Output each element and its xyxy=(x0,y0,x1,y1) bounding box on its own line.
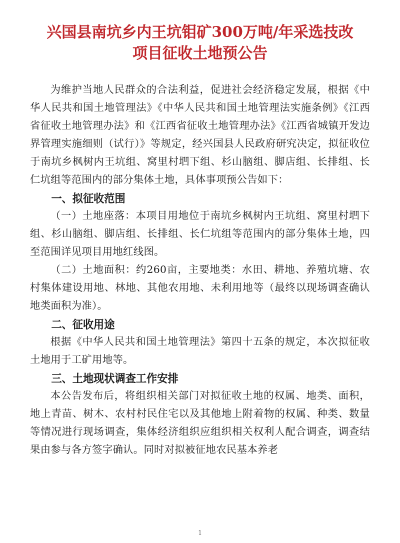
document-title xyxy=(30,22,370,64)
section-1-paragraph-area: （二）土地面积：约260亩，主要地类：水田、耕地、养殖坑塘、农村集体建设用地、林地、其他农用地、未利用地等（最终以现场调查确认地类面积为准）。 xyxy=(30,265,370,312)
section-2-paragraph: 根据《中华人民共和国土地管理法》第四十五条的规定，本次拟征收土地用于工矿用地等。 xyxy=(30,337,370,366)
page-number: 1 xyxy=(198,530,202,537)
intro-paragraph: 为维护当地人民群众的合法利益，促进社会经济稳定发展，根据《中华人民共和国土地管理法》《中华人民共和国土地管理法实施条例》《江西省征收土地管理办法》和《江西省征收土地管理办法》《江西省城镇开发边界管理实施细则（试行）》等规定，经兴国县人民政府研究决定，拟征收位于南坑乡枫树内王坑组、窝里村垇下组、杉山脑组、脚店组、长排组、长仁坑组等范围内的部分集体土地，具体事项预公告如下： xyxy=(30,85,370,186)
section-3-heading: 三、土地现状调查工作安排 xyxy=(51,373,179,385)
section-2-heading: 二、征收用途 xyxy=(51,319,115,331)
section-3-paragraph: 本公告发布后，将组织相关部门对拟征收土地的权属、地类、面积，地上青苗、树木、农村村民住宅以及其他地上附着物的权属、种类、数量等情况进行现场调查，集体经济组织应组织相关权利人配合调查，调查结果由参与各方签字确认。同时对拟被征地农民基本养老 xyxy=(30,391,370,456)
title-line-1: 兴国县南坑乡内王坑钼矿300万吨/年采选技改 xyxy=(46,23,354,41)
title-line-2: 项目征收土地预公告 xyxy=(132,44,268,62)
section-1-paragraph-location: （一）土地座落：本项目用地位于南坑乡枫树内王坑组、窝里村垇下组、杉山脑组、脚店组、长排组、长仁坑组等范围内的部分集体土地，四至范围详见项目用地红线图。 xyxy=(30,211,370,258)
section-1-heading: 一、拟征收范围 xyxy=(51,193,126,205)
